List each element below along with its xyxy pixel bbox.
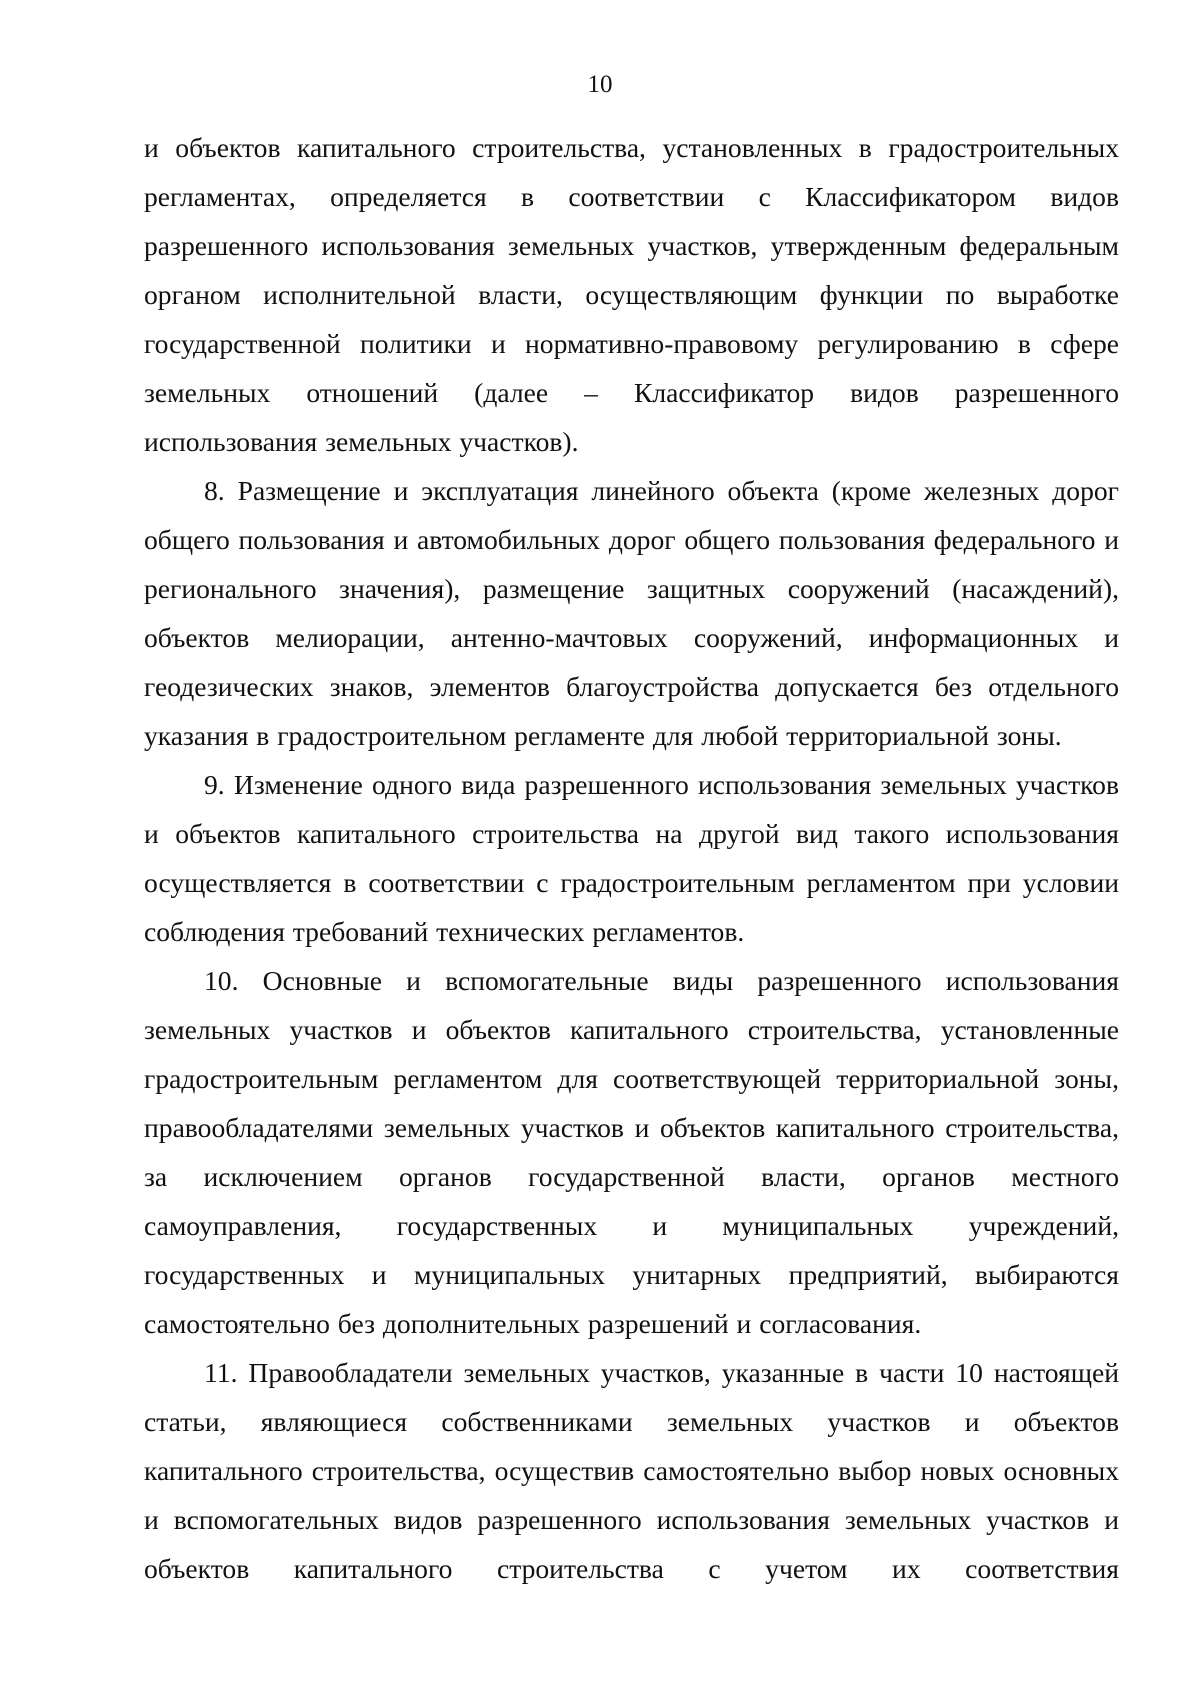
paragraph-9: 9. Изменение одного вида разрешенного использования земельных участков и объектов капитального строительства на другой вид такого использования осуществляется в соответствии с градостроительным регламентом при условии соблюдения требований технических регламентов. xyxy=(144,769,1119,947)
page-number: 10 xyxy=(587,71,613,98)
paragraph-10: 10. Основные и вспомогательные виды разрешенного использования земельных участков и объектов капитального строительства, установленные градостроительным регламентом для соответствующей территориальной зоны, правообладателями земельных участков и объектов капитального строительства, за исключением органов государственной власти, органов местного самоуправления, государственных и муниципальных учреждений, государственных и муниципальных унитарных предприятий, выбираются самостоятельно без дополнительных разрешений и согласования. xyxy=(144,965,1119,1339)
document-body xyxy=(144,123,1119,1593)
paragraph-8: 8. Размещение и эксплуатация линейного объекта (кроме железных дорог общего пользования и автомобильных дорог общего пользования федерального и регионального значения), размещение защитных сооружений (насаждений), объектов мелиорации, антенно-мачтовых сооружений, информационных и геодезических знаков, элементов благоустройства допускается без отдельного указания в градостроительном регламенте для любой территориальной зоны. xyxy=(144,475,1119,751)
paragraph-11: 11. Правообладатели земельных участков, указанные в части 10 настоящей статьи, являющиеся собственниками земельных участков и объектов капитального строительства, осуществив самостоятельно выбор новых основных и вспомогательных видов разрешенного использования земельных участков и объектов капитального строительства с учетом их соответствия xyxy=(144,1357,1119,1584)
paragraph-continuation: и объектов капитального строительства, установленных в градостроительных регламентах, определяется в соответствии с Классификатором видов разрешенного использования земельных участков, утвержденным федеральным органом исполнительной власти, осуществляющим функции по выработке государственной политики и нормативно-правовому регулированию в сфере земельных отношений (далее – Классификатор видов разрешенного использования земельных участков). xyxy=(144,132,1119,457)
